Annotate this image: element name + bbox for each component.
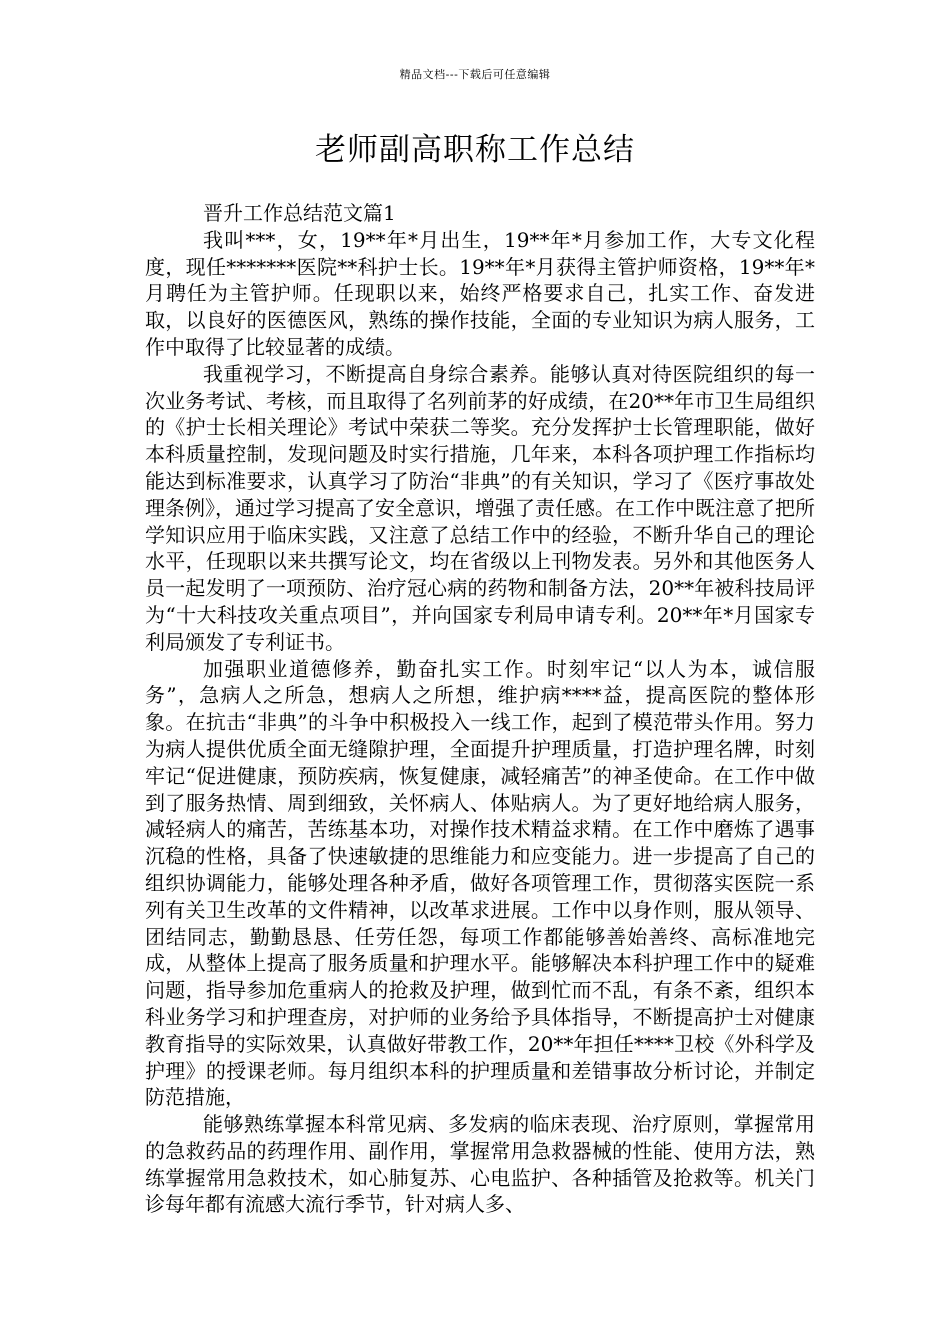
paragraph-2: 我重视学习，不断提高自身综合素养。能够认真对待医院组织的每一次业务考试、考核，而且取得了名列前茅的好成绩，在20**年市卫生局组织的《护士长相关理论》考试中荣获二等奖。充分发挥护士长管理职能，做好本科质量控制，发现问题及时实行措施，几年来，本科各项护理工作指标均能达到标准要求，认真学习了防治“非典”的有关知识，学习了《医疗事故处理条例》，通过学习提高了安全意识，增强了责任感。在工作中既注意了把所学知识应用于临床实践，又注意了总结工作中的经验，不断升华自己的理论水平，任现职以来共撰写论文，均在省级以上刊物发表。另外和其他医务人员一起发明了一项预防、治疗冠心病的药物和制备方法，20**年被科技局评为“十大科技攻关重点项目”，并向国家专利局申请专利。20**年*月国家专利局颁发了专利证书。 — [145, 361, 815, 654]
paragraph-3: 加强职业道德修养，勤奋扎实工作。时刻牢记“以人为本，诚信服务”，急病人之所急，想病人之所想，维护病****益，提高医院的整体形象。在抗击“非典”的斗争中积极投入一线工作，起到了模范带头作用。努力为病人提供优质全面无缝隙护理，全面提升护理质量，打造护理名牌，时刻牢记“促进健康，预防疾病，恢复健康，减轻痛苦”的神圣使命。在工作中做到了服务热情、周到细致，关怀病人、体贴病人。为了更好地给病人服务，减轻病人的痛苦，苦练基本功，对操作技术精益求精。在工作中磨炼了遇事沉稳的性格，具备了快速敏捷的思维能力和应变能力。进一步提高了自己的组织协调能力，能够处理各种矛盾，做好各项管理工作，贯彻落实医院一系列有关卫生改革的文件精神，以改革求进展。工作中以身作则，服从领导、团结同志，勤勤恳恳、任劳任怨，每项工作都能够善始善终、高标准地完成，从整体上提高了服务质量和护理水平。能够解决本科护理工作中的疑难问题，指导参加危重病人的抢救及护理，做到忙而不乱，有条不紊，组织本科业务学习和护理查房，对护师的业务给予具体指导，不断提高护士对健康教育指导的实际效果，认真做好带教工作，20**年担任****卫校《外科学及护理》的授课老师。每月组织本科的护理质量和差错事故分析讨论，并制定防范措施， — [145, 656, 815, 1110]
paragraph-4: 能够熟练掌握本科常见病、多发病的临床表现、治疗原则，掌握常用的急救药品的药理作用、副作用，掌握常用急救器械的性能、使用方法，熟练掌握常用急救技术，如心肺复苏、心电监护、各种插管及抢救等。机关门诊每年都有流感大流行季节，针对病人多、 — [145, 1112, 815, 1217]
header-note: 精品文档---下载后可任意编辑 — [399, 68, 551, 81]
document-subtitle: 晋升工作总结范文篇1 — [203, 201, 396, 225]
document-title: 老师副高职称工作总结 — [315, 132, 635, 168]
paragraph-1: 我叫***，女，19**年*月出生，19**年*月参加工作，大专文化程度，现任*******医院**科护士长。19**年*月获得主管护师资格，19**年*月聘任为主管护师。任现职以来，始终严格要求自己，扎实工作、奋发进取，以良好的医德医风，熟练的操作技能，全面的专业知识为病人服务，工作中取得了比较显著的成绩。 — [145, 227, 815, 359]
document-body — [145, 200, 815, 1218]
